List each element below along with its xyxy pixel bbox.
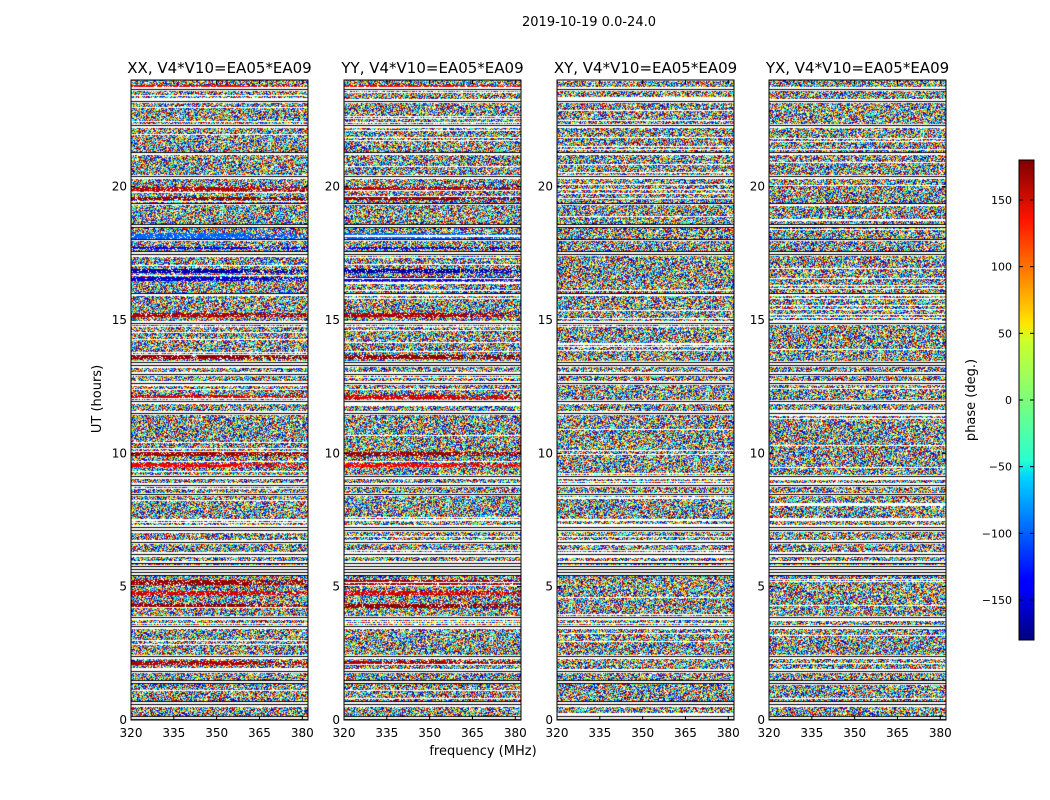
panel-xy — [538, 59, 740, 740]
y-tick-label: 5 — [119, 579, 127, 594]
panels-group — [112, 59, 952, 740]
phase-heatmap-yx — [769, 80, 946, 720]
y-tick-label: 10 — [537, 446, 553, 461]
x-tick-label: 365 — [886, 726, 909, 740]
x-tick-label: 335 — [588, 726, 612, 740]
y-tick-label: 0 — [545, 713, 553, 727]
x-tick-label: 335 — [162, 726, 186, 740]
phase-heatmap-xy — [557, 80, 734, 720]
x-tick-label: 380 — [290, 726, 314, 740]
y-tick-label: 15 — [324, 313, 340, 327]
y-tick-label: 20 — [111, 179, 127, 194]
y-tick-label: 5 — [545, 579, 553, 594]
panel-xx — [112, 59, 314, 740]
y-tick-label: 15 — [749, 313, 765, 327]
x-tick-label: 320 — [757, 726, 781, 740]
x-tick-label: 380 — [503, 726, 527, 740]
colorbar-tick-label: 100 — [991, 260, 1012, 274]
panel-title: YY, V4*V10=EA05*EA09 — [341, 59, 524, 77]
x-tick-label: 365 — [461, 726, 484, 740]
x-tick-label: 365 — [674, 726, 697, 740]
y-tick-label: 20 — [749, 179, 765, 194]
x-tick-label: 335 — [375, 726, 399, 740]
y-tick-label: 10 — [324, 446, 340, 461]
colorbar-tick-label: 0 — [1005, 394, 1012, 407]
y-tick-label: 0 — [119, 713, 127, 727]
colorbar-tick-label: −100 — [981, 527, 1012, 541]
phase-heatmap-xx — [131, 80, 308, 720]
colorbar-label: phase (deg.) — [964, 358, 979, 442]
colorbar-tick-label: −150 — [981, 594, 1012, 607]
phase-heatmap-yy — [344, 80, 521, 720]
colorbar-tick-label: 150 — [991, 194, 1012, 207]
y-tick-label: 20 — [324, 179, 340, 194]
y-tick-label: 10 — [749, 446, 765, 461]
y-tick-label: 0 — [332, 713, 340, 727]
y-tick-label: 15 — [111, 313, 127, 327]
y-tick-label: 20 — [537, 179, 553, 194]
x-tick-label: 350 — [205, 726, 229, 740]
panel-title: XY, V4*V10=EA05*EA09 — [553, 59, 738, 77]
x-tick-label: 380 — [716, 726, 740, 740]
y-tick-label: 0 — [757, 713, 765, 727]
x-tick-label: 350 — [418, 726, 442, 740]
figure-suptitle: 2019-10-19 0.0-24.0 — [522, 15, 656, 30]
colorbar-tick-label: 50 — [998, 327, 1012, 341]
x-tick-label: 380 — [928, 726, 952, 740]
y-tick-label: 5 — [757, 579, 765, 594]
x-tick-label: 320 — [545, 726, 569, 740]
panel-title: YX, V4*V10=EA05*EA09 — [765, 59, 950, 77]
y-tick-label: 10 — [111, 446, 127, 461]
x-tick-label: 320 — [332, 726, 356, 740]
x-tick-label: 350 — [843, 726, 867, 740]
y-axis-label: UT (hours) — [90, 364, 105, 434]
panel-yy — [325, 59, 527, 740]
panel-title: XX, V4*V10=EA05*EA09 — [127, 59, 312, 77]
colorbar-tick-label: −50 — [988, 460, 1012, 474]
panel-yx — [750, 59, 952, 740]
y-tick-label: 15 — [537, 313, 553, 327]
x-tick-label: 320 — [119, 726, 143, 740]
x-tick-label: 365 — [248, 726, 271, 740]
x-tick-label: 335 — [800, 726, 824, 740]
x-axis-label: frequency (MHz) — [429, 744, 537, 759]
x-tick-label: 350 — [631, 726, 655, 740]
colorbar — [964, 160, 1034, 640]
y-tick-label: 5 — [332, 579, 340, 594]
